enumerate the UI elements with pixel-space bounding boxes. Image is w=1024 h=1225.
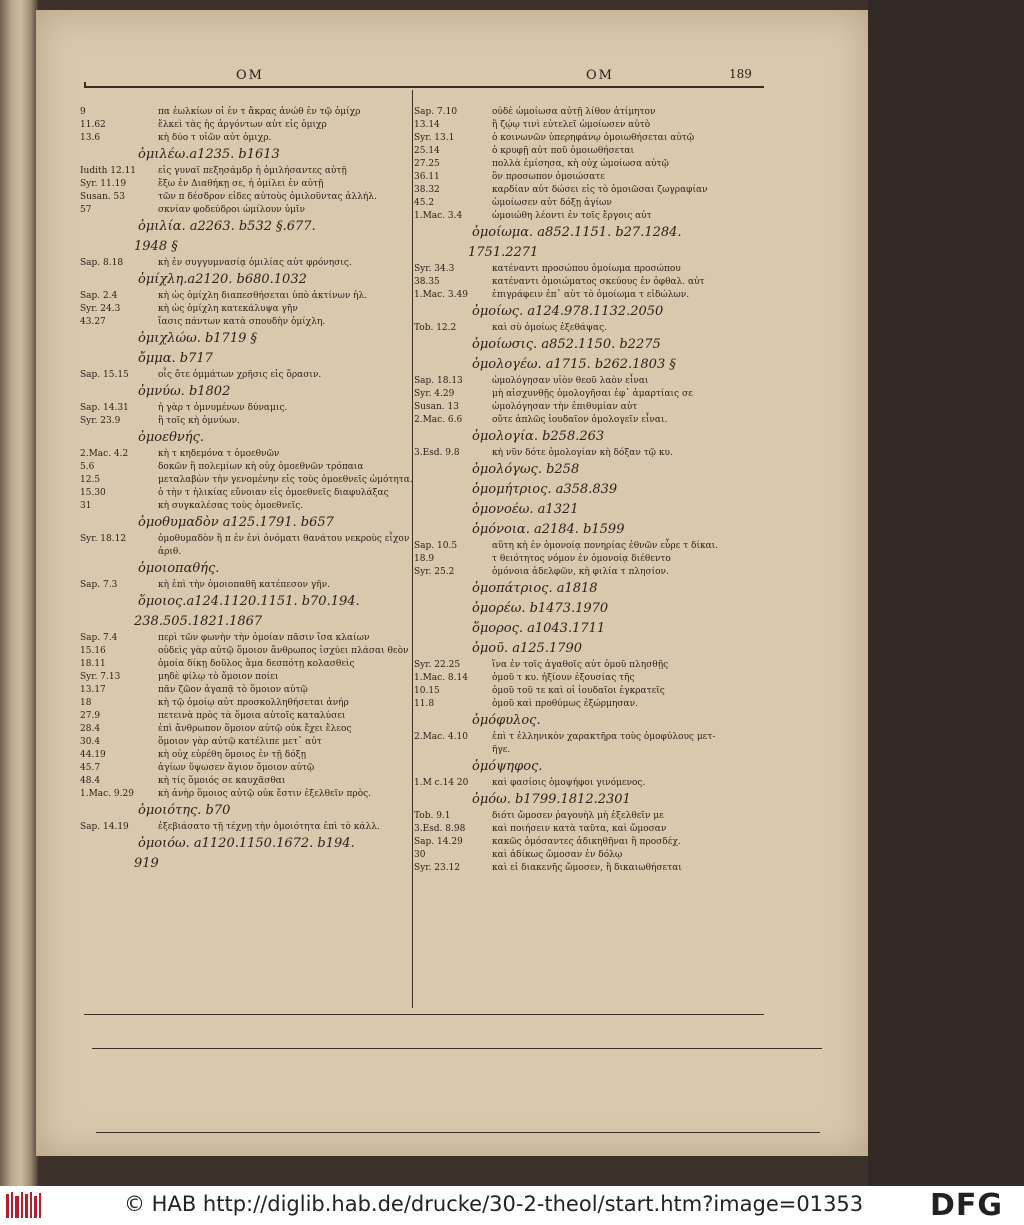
- entry-reference: 18.11: [80, 659, 106, 669]
- entry-row: [414, 777, 766, 790]
- entry-row: [414, 171, 766, 184]
- lemma-heading: ὁμοθυμαδὸν a125.1791. b657: [138, 515, 334, 530]
- library-barcode-icon: [6, 1190, 44, 1220]
- entry-reference: Sap. 14.19: [80, 822, 129, 832]
- entry-reference: 1.M c.14 20: [414, 778, 469, 788]
- entry-row: [80, 684, 416, 697]
- entry-text: ὁμοῦ τοῦ τε καὶ οἱ ἰουδαῖοι ἐγκρατεῖς: [492, 686, 665, 696]
- entry-text: ὁμοθυμαδὸν ἢ π ἐν ἑνὶ ὀνόματι θανάτου νεκροὺς εἶχον: [158, 534, 410, 544]
- footer-rule: [92, 1048, 822, 1049]
- entry-reference: 15.30: [80, 488, 106, 498]
- entry-text: καὶ ἀδίκως ὤμοσαν ἐν δόλῳ: [492, 850, 623, 860]
- entry-text: διότι ὤμοσεν ῥαγουὴλ μὴ ἐξελθεῖν με: [492, 811, 664, 821]
- entry-reference: 18: [80, 698, 92, 708]
- entry-row: [414, 744, 766, 757]
- entry-reference: 57: [80, 205, 92, 215]
- entry-text: κὴ τῷ ὁμοίῳ αὐτ προσκολληθήσεται ἀνήρ: [158, 698, 349, 708]
- entry-row: [80, 645, 416, 658]
- entry-reference: 27.25: [414, 159, 440, 169]
- lemma-continuation: 1751.2271: [468, 245, 539, 260]
- entry-reference: 48.4: [80, 776, 101, 786]
- entry-row: [414, 862, 766, 875]
- entry-text: ὁμοῦ τ κυ. ἠξίουν ἐξουσίας τῆς: [492, 673, 635, 683]
- entry-text: ἐξεβιάσατο τῇ τέχνῃ τὴν ὁμοιότητα ἐπὶ τὸ κάλλ.: [158, 822, 380, 832]
- entry-reference: 12.5: [80, 475, 101, 485]
- lemma-heading: ὁμοιότης. b70: [138, 803, 231, 818]
- entry-row: [414, 672, 766, 685]
- entry-text: πα ἐωλκίων οἱ ἐν τ ἄκρας ἀνώθ ἐν τῷ ὁμίχρ: [158, 107, 361, 117]
- entry-text: κὴ ὡς ὁμίχλη διαπεσθήσεται ὑπὸ ἀκτίνων ἡλ.: [158, 291, 368, 301]
- entry-row: [414, 132, 766, 145]
- entry-text: ἵνα ἐν τοῖς ἀγαθοῖς αὐτ ὁμοῦ πλησθῇς: [492, 660, 669, 670]
- entry-text: ἐπιγράφειν ἐπ᾽ αὐτ τὸ ὁμοίωμα τ εἰδώλων.: [492, 290, 690, 300]
- entry-row: [414, 566, 766, 579]
- entry-reference: Syr. 25.2: [414, 567, 455, 577]
- entry-row: [80, 415, 416, 428]
- lemma-heading: ὁμολογέω. a1715. b262.1803 §: [472, 357, 676, 372]
- entry-reference: 2.Mac. 4.2: [80, 449, 129, 459]
- entry-reference: 45.2: [414, 198, 435, 208]
- entry-reference: 38.35: [414, 277, 440, 287]
- entry-reference: 43.27: [80, 317, 106, 327]
- entry-text: ἢ ζῴῳ τινὶ εὐτελεῖ ὡμοίωσεν αὐτὸ: [492, 120, 651, 130]
- entry-text: εἰς γυναῖ πεξησάμδρ ἡ ὁμιλήσαντες αὐτῇ: [158, 166, 347, 176]
- entry-row: [80, 448, 416, 461]
- entry-row: [414, 276, 766, 289]
- entry-text: ἐπὶ τ ἑλληνικὸν χαρακτῆρα τοὺς ὁμοφύλους μετ-: [492, 732, 716, 742]
- entry-row: [414, 553, 766, 566]
- scan-margin: [868, 0, 1024, 1186]
- entry-text: ὡμολόγησαν τὴν ἐπιθυμίαν αὐτ: [492, 402, 638, 412]
- entry-text: αὕτη κὴ ἐν ὁμονοίᾳ πονηρίας ἐθνῶν εὗρε τ δίκαι.: [492, 541, 719, 551]
- entry-reference: Susan. 13: [414, 402, 459, 412]
- entry-reference: 1.Mac. 3.49: [414, 290, 468, 300]
- entry-reference: 3.Esd. 8.98: [414, 824, 466, 834]
- entry-text: ὁμοῦ καὶ προθύμως ἐξώρμησαν.: [492, 699, 638, 709]
- lemma-heading: ὁμιχλώω. b1719 §: [138, 331, 257, 346]
- entry-text: ἁγίων ὕψωσεν ἅγιον ὅμοιον αὐτῷ: [158, 763, 315, 773]
- entry-row: [414, 158, 766, 171]
- entry-row: [80, 775, 416, 788]
- entry-row: [414, 698, 766, 711]
- entry-reference: Sap. 14.29: [414, 837, 463, 847]
- entry-row: [80, 316, 416, 329]
- entry-text: τ θειότητος νόμον ἐν ὁμονοίᾳ διέθεντο: [492, 554, 671, 564]
- entry-reference: Syr. 7.13: [80, 672, 121, 682]
- entry-text: ῆγε.: [492, 745, 511, 755]
- footer-rule-2: [96, 1132, 820, 1133]
- entry-text: κὴ τ κηδεμόνα τ ὁμοεθνῶν: [158, 449, 280, 459]
- entry-reference: Syr. 23.12: [414, 863, 461, 873]
- entry-reference: 1.Mac. 9.29: [80, 789, 134, 799]
- lemma-heading: ὁμιλέω.a1235. b1613: [138, 147, 280, 162]
- entry-reference: 10.15: [414, 686, 440, 696]
- footer-bar: [0, 1186, 1024, 1225]
- entry-row: [80, 106, 416, 119]
- lemma-heading: ὁμολόγως. b258: [472, 462, 580, 477]
- entry-reference: Sap. 2.4: [80, 291, 118, 301]
- entry-row: [414, 388, 766, 401]
- book-page: [36, 10, 868, 1156]
- entry-reference: Tob. 9.1: [414, 811, 451, 821]
- entry-row: [414, 836, 766, 849]
- entry-row: [80, 579, 416, 592]
- entry-reference: 44.19: [80, 750, 106, 760]
- entry-text: καὶ ποιήσειν κατὰ ταῦτα, καὶ ὤμοσαν: [492, 824, 667, 834]
- entry-row: [414, 184, 766, 197]
- entry-reference: 13.14: [414, 120, 440, 130]
- lemma-heading: ὁμοῦ. a125.1790: [472, 641, 583, 656]
- lemma-heading: ὁμορέω. b1473.1970: [472, 601, 609, 616]
- entry-text: ὅμοιον γὰρ αὐτῷ κατέλιπε μετ᾽ αὐτ: [158, 737, 322, 747]
- entry-reference: 30: [414, 850, 426, 860]
- entry-row: [414, 685, 766, 698]
- lemma-heading: ὅμοιος.a124.1120.1151. b70.194.: [138, 594, 360, 609]
- dfg-logo: DFG: [930, 1188, 1004, 1223]
- entry-row: [80, 710, 416, 723]
- entry-row: [80, 178, 416, 191]
- entry-reference: 36.11: [414, 172, 440, 182]
- entry-row: [80, 749, 416, 762]
- entry-reference: 38.32: [414, 185, 440, 195]
- entry-row: [80, 191, 416, 204]
- lemma-heading: ὁμοίως. a124.978.1132.2050: [472, 304, 664, 319]
- entry-reference: Iudith 12.11: [80, 166, 137, 176]
- entry-row: [80, 632, 416, 645]
- page-number: 189: [729, 67, 752, 81]
- lemma-heading: ὁμοιοπαθής.: [138, 561, 220, 576]
- entry-row: [80, 290, 416, 303]
- entry-text: ὡμοίωσεν αὐτ δόξῃ ἁγίων: [492, 198, 612, 208]
- entry-text: κὴ ὡς ὁμίχλη κατεκάλυψα γῆν: [158, 304, 298, 314]
- entry-row: [414, 659, 766, 672]
- entry-row: [80, 369, 416, 382]
- entry-row: [80, 402, 416, 415]
- entry-text: κὴ ἀνὴρ ὅμοιος αὐτῷ οὐκ ἔστιν ἐξελθεῖν πρὸς.: [158, 789, 372, 799]
- entry-text: τῶν π δέσδρον εἰδες αὐτοὺς ὁμιλοῦντας ἀλλήλ.: [158, 192, 377, 202]
- entry-text: οἷς ὄτε ὀμμάτων χρῆσις εἰς ὅρασιν.: [158, 370, 322, 380]
- entry-reference: 5.6: [80, 462, 95, 472]
- lemma-heading: ὁμόφυλος.: [472, 713, 541, 728]
- entry-row: [80, 697, 416, 710]
- entry-text: ἐπὶ ἄνθρωπον ὅμοιον αὐτῷ οὐκ ἔχει ἔλεος: [158, 724, 352, 734]
- entry-text: οὔτε ἁπλῶς ἰουδαῖον ὁμολογεῖν εἶναι.: [492, 415, 668, 425]
- entry-text: καὶ φασίοις ὁμοψήφοι γινόμενος.: [492, 778, 646, 788]
- entry-reference: 11.62: [80, 120, 106, 130]
- entry-row: [80, 119, 416, 132]
- entry-row: [80, 204, 416, 217]
- entry-reference: Syr. 13.1: [414, 133, 455, 143]
- entry-row: [414, 849, 766, 862]
- entry-text: κὴ ἐν συγγυμνασίᾳ ὁμιλίας αὐτ φρόνησις.: [158, 258, 352, 268]
- entry-text: κὴ τίς ὅμοιός σε καυχᾶσθαι: [158, 776, 286, 786]
- entry-row: [414, 322, 766, 335]
- lemma-heading: ὀμνύω. b1802: [138, 384, 231, 399]
- entry-reference: Sap. 18.13: [414, 376, 463, 386]
- entry-row: [80, 736, 416, 749]
- entry-text: ὁμόνοια ἀδελφῶν, κὴ φιλία τ πλησίον.: [492, 567, 669, 577]
- entry-row: [80, 303, 416, 316]
- entry-reference: 2.Mac. 4.10: [414, 732, 468, 742]
- entry-text: μηδὲ φίλῳ τὸ ὅμοιον ποίει: [158, 672, 279, 682]
- entry-text: κατέναντι προσώπου ὁμοίωμα προσώπου: [492, 264, 681, 274]
- entry-row: [414, 145, 766, 158]
- header-right: OM: [586, 68, 614, 83]
- entry-row: [414, 447, 766, 460]
- lemma-continuation: 919: [134, 856, 159, 871]
- lemma-heading: ὁμοίωσις. a852.1150. b2275: [472, 337, 661, 352]
- lemma-heading: ὁμόψηφος.: [472, 759, 543, 774]
- entry-reference: Syr. 24.3: [80, 304, 121, 314]
- entry-reference: 45.7: [80, 763, 101, 773]
- lemma-heading: ὁμόνοια. a2184. b1599: [472, 522, 625, 537]
- entry-row: [80, 546, 416, 559]
- lemma-heading: ὁμιλία. a2263. b532 §.677.: [138, 219, 316, 234]
- entry-reference: 25.14: [414, 146, 440, 156]
- entry-text: ἢ τοῖς κὴ ὀμνύων.: [158, 416, 240, 426]
- entry-reference: Syr. 4.29: [414, 389, 455, 399]
- entry-row: [414, 210, 766, 223]
- entry-row: [80, 461, 416, 474]
- lemma-heading: ὅμορος. a1043.1711: [472, 621, 606, 636]
- entry-reference: Syr. 11.19: [80, 179, 127, 189]
- header-left: OM: [236, 68, 264, 83]
- entry-row: [80, 762, 416, 775]
- entry-reference: 31: [80, 501, 92, 511]
- entry-reference: Sap. 15.15: [80, 370, 129, 380]
- header-rule-left-tail: [84, 82, 86, 88]
- entry-reference: Syr. 34.3: [414, 264, 455, 274]
- entry-reference: 11.8: [414, 699, 435, 709]
- entry-text: καὶ σὺ ὁμοίως ἐξεθάψας.: [492, 323, 608, 333]
- entry-reference: 3.Esd. 9.8: [414, 448, 460, 458]
- entry-row: [80, 821, 416, 834]
- entry-text: ἔλκεὶ τὰς ἡς ἀργόντων αὐτ εἰς ὁμιχρ: [158, 120, 327, 130]
- lemma-heading: ὁμολογία. b258.263: [472, 429, 605, 444]
- entry-reference: Syr. 23.9: [80, 416, 121, 426]
- entry-text: κὴ δύο τ υἱῶν αὐτ ὁμιχρ.: [158, 133, 272, 143]
- entry-text: περὶ τῶν φωνὴν τὴν ὁμοίαν πᾶσιν ἴσα κλαίων: [158, 633, 370, 643]
- entry-row: [414, 375, 766, 388]
- entry-row: [414, 540, 766, 553]
- right-column: [414, 106, 766, 875]
- entry-text: ἡ γὰρ τ ὀμνυμένων δύναμις.: [158, 403, 288, 413]
- entry-text: ὁ κοινωνῶν ὑπερηφάνῳ ὁμοιωθήσεται αὐτῷ: [492, 133, 695, 143]
- entry-row: [414, 106, 766, 119]
- entry-text: κακῶς ὁμόσαντες ἀδικηθῆναι ἢ προσδέχ.: [492, 837, 681, 847]
- lemma-continuation: 1948 §: [134, 239, 178, 254]
- entry-reference: Syr. 18.12: [80, 534, 127, 544]
- entry-text: πολλὰ ἐμίσησα, κὴ οὐχ ὡμοίωσα αὐτῷ: [492, 159, 669, 169]
- entry-text: κὴ οὐχ εὑρέθη ὅμοιος ἐν τῇ δόξῃ: [158, 750, 306, 760]
- entry-text: οὐδεὶς γὰρ αὐτῷ ὅμοιον ἄνθρωπος ἰσχύει πλάσαι θεὸν: [158, 646, 409, 656]
- entry-row: [80, 165, 416, 178]
- entry-row: [414, 401, 766, 414]
- entry-reference: 1.Mac. 8.14: [414, 673, 468, 683]
- entry-reference: Sap. 8.18: [80, 258, 124, 268]
- entry-reference: 30.4: [80, 737, 101, 747]
- entry-row: [80, 257, 416, 270]
- entry-text: ὃν προσωπον ὁμοιώσατε: [492, 172, 605, 182]
- entry-text: πᾶν ζῶον ἀγαπᾷ τὸ ὅμοιον αὐτῷ: [158, 685, 308, 695]
- entry-reference: 15.16: [80, 646, 106, 656]
- lemma-heading: ὁμίχλη.a2120. b680.1032: [138, 272, 307, 287]
- lemma-heading: ὁμομήτριος. a358.839: [472, 482, 618, 497]
- entry-reference: Sap. 7.10: [414, 107, 458, 117]
- entry-row: [414, 731, 766, 744]
- entry-row: [80, 671, 416, 684]
- entry-text: οὐδὲ ὡμοίωσα αὐτῇ λίθον ἀτίμητον: [492, 107, 656, 117]
- entry-reference: Syr. 22.25: [414, 660, 461, 670]
- entry-text: ὁμοία δίκῃ δοῦλος ἅμα δεσπότῃ κολασθεὶς: [158, 659, 355, 669]
- entry-reference: 28.4: [80, 724, 101, 734]
- bottom-rule: [84, 1014, 764, 1015]
- lemma-heading: ὁμοίωμα. a852.1151. b27.1284.: [472, 225, 682, 240]
- source-url[interactable]: © HAB http://diglib.hab.de/drucke/30-2-theol/start.htm?image=01353: [124, 1192, 864, 1216]
- entry-row: [80, 474, 416, 487]
- entry-reference: 27.9: [80, 711, 101, 721]
- entry-row: [80, 658, 416, 671]
- entry-row: [414, 823, 766, 836]
- entry-reference: 18.9: [414, 554, 435, 564]
- entry-row: [80, 723, 416, 736]
- entry-row: [80, 132, 416, 145]
- entry-text: ὁ κρυφῇ αὐτ ποῦ ὁμοιωθήσεται: [492, 146, 635, 156]
- lemma-heading: ὁμοεθνής.: [138, 430, 205, 445]
- entry-reference: 9: [80, 107, 86, 117]
- entry-row: [80, 500, 416, 513]
- entry-reference: Sap. 7.4: [80, 633, 118, 643]
- entry-text: πετεινὰ πρὸς τὰ ὅμοια αὐτοῖς καταλύσει: [158, 711, 346, 721]
- book-edge: [0, 0, 38, 1186]
- entry-text: μεταλαβὼν τὴν γενομένην εἰς τοὺς ὁμοεθνεῖς ὠμότητα.: [158, 475, 413, 485]
- entry-text: ἀριθ.: [158, 547, 182, 557]
- entry-reference: Sap. 7.3: [80, 580, 118, 590]
- entry-reference: Tob. 12.2: [414, 323, 457, 333]
- left-column: [80, 106, 416, 874]
- entry-reference: 13.6: [80, 133, 101, 143]
- lemma-heading: ὁμοπάτριος. a1818: [472, 581, 598, 596]
- entry-text: δοκῶν ἢ πολεμίων κὴ οὐχ ὁμοεθνῶν τρόπαια: [158, 462, 364, 472]
- entry-reference: 1.Mac. 3.4: [414, 211, 463, 221]
- entry-reference: 2.Mac. 6.6: [414, 415, 463, 425]
- entry-text: καὶ εἰ διακενῆς ὤμοσεν, ἢ δικαιωθήσεται: [492, 863, 682, 873]
- entry-row: [414, 263, 766, 276]
- entry-row: [80, 487, 416, 500]
- entry-row: [414, 810, 766, 823]
- lemma-heading: ὄμμα. b717: [138, 351, 213, 366]
- header-rule: [84, 86, 764, 88]
- entry-text: καρδίαν αὐτ δώσει εἰς τὸ ὁμοιῶσαι ζωγραφίαν: [492, 185, 708, 195]
- entry-reference: Susan. 53: [80, 192, 125, 202]
- entry-row: [414, 414, 766, 427]
- lemma-heading: ὁμοιόω. a1120.1150.1672. b194.: [138, 836, 355, 851]
- entry-text: ὡμολόγησαν υἱὸν θεοῦ λαὸν εἶναι: [492, 376, 649, 386]
- entry-row: [414, 119, 766, 132]
- entry-reference: Sap. 10.5: [414, 541, 458, 551]
- entry-row: [80, 788, 416, 801]
- entry-row: [414, 197, 766, 210]
- entry-reference: 13.17: [80, 685, 106, 695]
- entry-text: κατέναντι ὁμοιώματος σκεύους ἐν ὀφθαλ. αὐτ: [492, 277, 705, 287]
- entry-text: κὴ ἐπὶ τὴν ὁμοιοπαθῆ κατέπεσον γῆν.: [158, 580, 330, 590]
- entry-text: ὁ τὴν τ ἡλικίας εὔνοιαν εἰς ὁμοεθνεῖς διαφυλάξας: [158, 488, 389, 498]
- entry-row: [414, 289, 766, 302]
- entry-text: ἴασις πάντων κατὰ σπουδὴν ὁμίχλη.: [158, 317, 326, 327]
- entry-text: ὡμοιώθη λέοντι ἐν τοῖς ἔργοις αὐτ: [492, 211, 652, 221]
- entry-text: σκνίαν φοδεύδροι ὡμίλουν ὑμῖν: [158, 205, 305, 215]
- lemma-continuation: 238.505.1821.1867: [134, 614, 263, 629]
- lemma-heading: ὁμονοέω. a1321: [472, 502, 579, 517]
- entry-text: κὴ νῦν δότε ὁμολογίαν κὴ δόξαν τῷ κυ.: [492, 448, 673, 458]
- entry-row: [80, 533, 416, 546]
- entry-reference: Sap. 14.31: [80, 403, 129, 413]
- entry-text: κὴ συγκαλέσας τοὺς ὁμοεθνεῖς.: [158, 501, 304, 511]
- entry-text: ἔξω ἐν Διαθήκῃ σε, ἡ ὁμίλει ἐν αὐτῇ: [158, 179, 324, 189]
- lemma-heading: ὀμόω. b1799.1812.2301: [472, 792, 631, 807]
- entry-text: μὴ αἰσχυνθῇς ὁμολογῆσαι ἐφ᾽ ἁμαρτίαις σε: [492, 389, 693, 399]
